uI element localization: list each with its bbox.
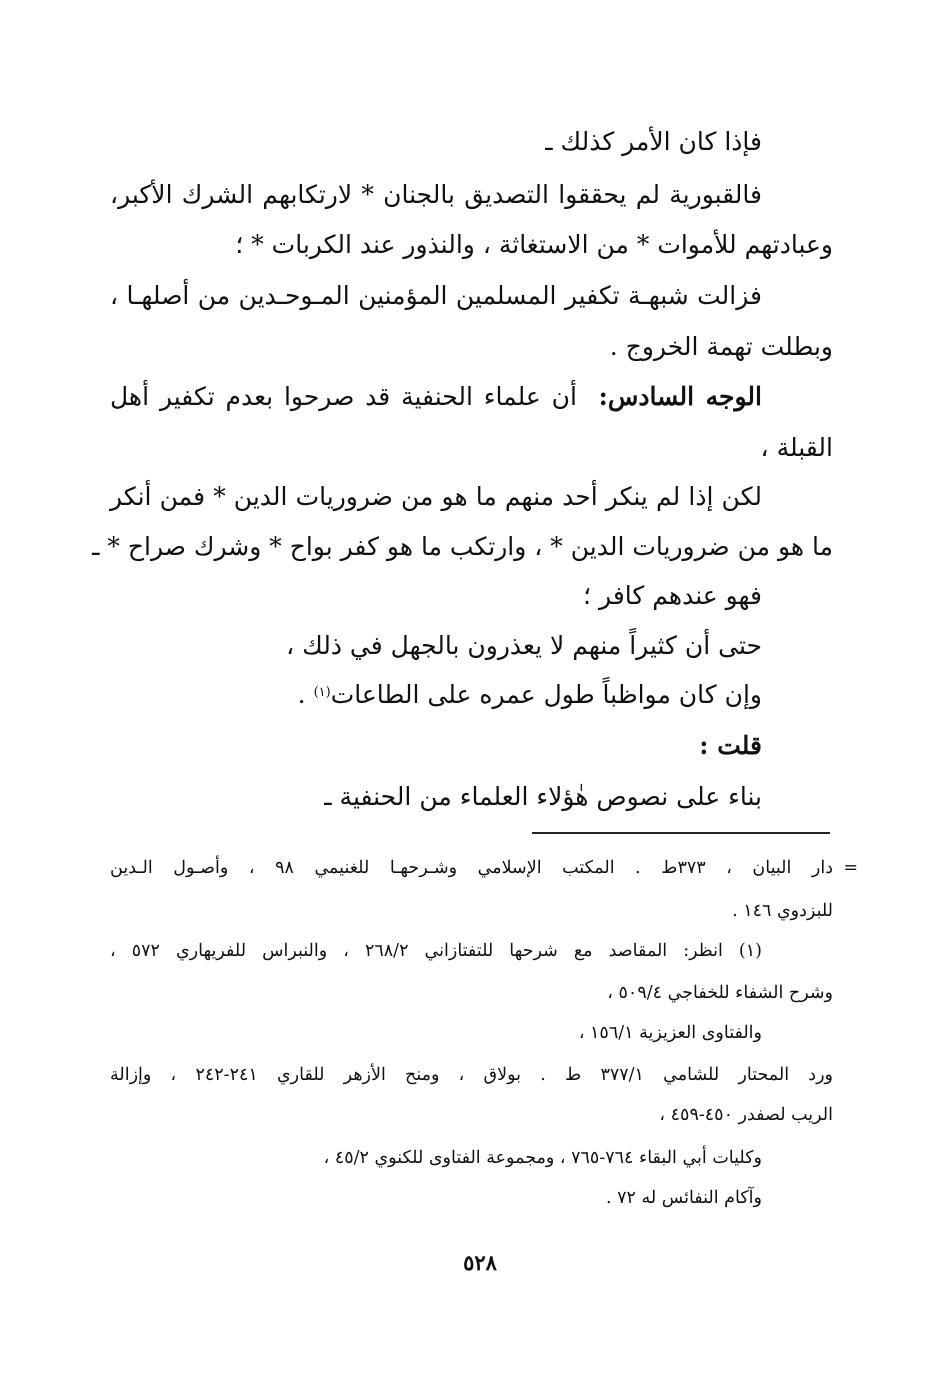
text-line: وبطلت تهمة الخروج .	[609, 332, 833, 361]
page-number: ٥٢٨	[463, 1250, 497, 1275]
footnote-line: ورد المحتار للشامي ٣٧٧/١ ط . بولاق ، ومنح الأزهر للقاري ٢٤١-٢٤٢ ، وإزالة	[110, 1065, 833, 1085]
text-run: وإن كان مواظباً طول عمره على الطاعات	[330, 680, 762, 709]
footnote-line: الريب لصفدر ٤٥٠-٤٥٩ ،	[659, 1105, 833, 1125]
text-line: فهو عندهم كافر ؛	[583, 581, 762, 610]
text-line: لكن إذا لم ينكر أحد منهم ما هو من ضروريات الدين * فمن أنكر	[110, 482, 762, 511]
text-line: فالقبورية لم يحققوا التصديق بالجنان * لارتكابهم الشرك الأكبر،	[110, 180, 762, 209]
footnote-line: للبزدوي ١٤٦ .	[732, 901, 833, 921]
text-line: ما هو من ضروريات الدين * ، وارتكب ما هو كفر بواح * وشرك صراح * ـ	[92, 532, 833, 561]
text-line: فإذا كان الأمر كذلك ـ	[545, 127, 762, 156]
footnote-separator	[532, 832, 830, 834]
footnote-continuation-mark: =	[843, 858, 858, 878]
text-line: وعبادتهم للأموات * من الاستغاثة ، والنذور عند الكربات * ؛	[235, 230, 833, 259]
text-line: حتى أن كثيراً منهم لا يعذرون بالجهل في ذلك ،	[286, 631, 762, 660]
footnote-line: وآكام النفائس له ٧٢ .	[605, 1188, 762, 1208]
text-run: .	[297, 680, 314, 709]
text-run: أن علماء الحنفية قد صرحوا بعدم تكفير أهل	[110, 382, 577, 411]
section-heading: الوجه السادس:	[598, 382, 762, 411]
footnote-line: دار البيان ، ٣٧٣ط . المكتب الإسلامي وشـرحهـا للغنيمي ٩٨ ، وأصـول الـدين	[110, 858, 834, 878]
footnote-line: (١) انظر: المقاصد مع شرحها للتفتازاني ٢٦٨/٢ ، والنبراس للفريهاري ٥٧٢ ،	[110, 941, 762, 961]
text-line	[110, 384, 762, 409]
footnote-line: وكليات أبي البقاء ٧٦٤-٧٦٥ ، ومجموعة الفتاوى للكنوي ٤٥/٢ ،	[323, 1148, 762, 1168]
text-line: فزالت شبهـة تكفير المسلمين المؤمنين المـوحـدين من أصلهـا ،	[110, 281, 762, 310]
text-line	[298, 682, 762, 707]
text-line: بناء على نصوص هٰؤلاء العلماء من الحنفية ـ	[324, 782, 762, 811]
footnote-line: والفتاوى العزيزية ١٥٦/١ ،	[578, 1023, 762, 1043]
text-line: القبلة ،	[760, 433, 833, 462]
footnote-line: وشرح الشفاء للخفاجي ٥٠٩/٤ ،	[607, 983, 833, 1003]
footnote-reference[interactable]: (١)	[313, 685, 331, 700]
text-line: قلت :	[699, 731, 762, 760]
